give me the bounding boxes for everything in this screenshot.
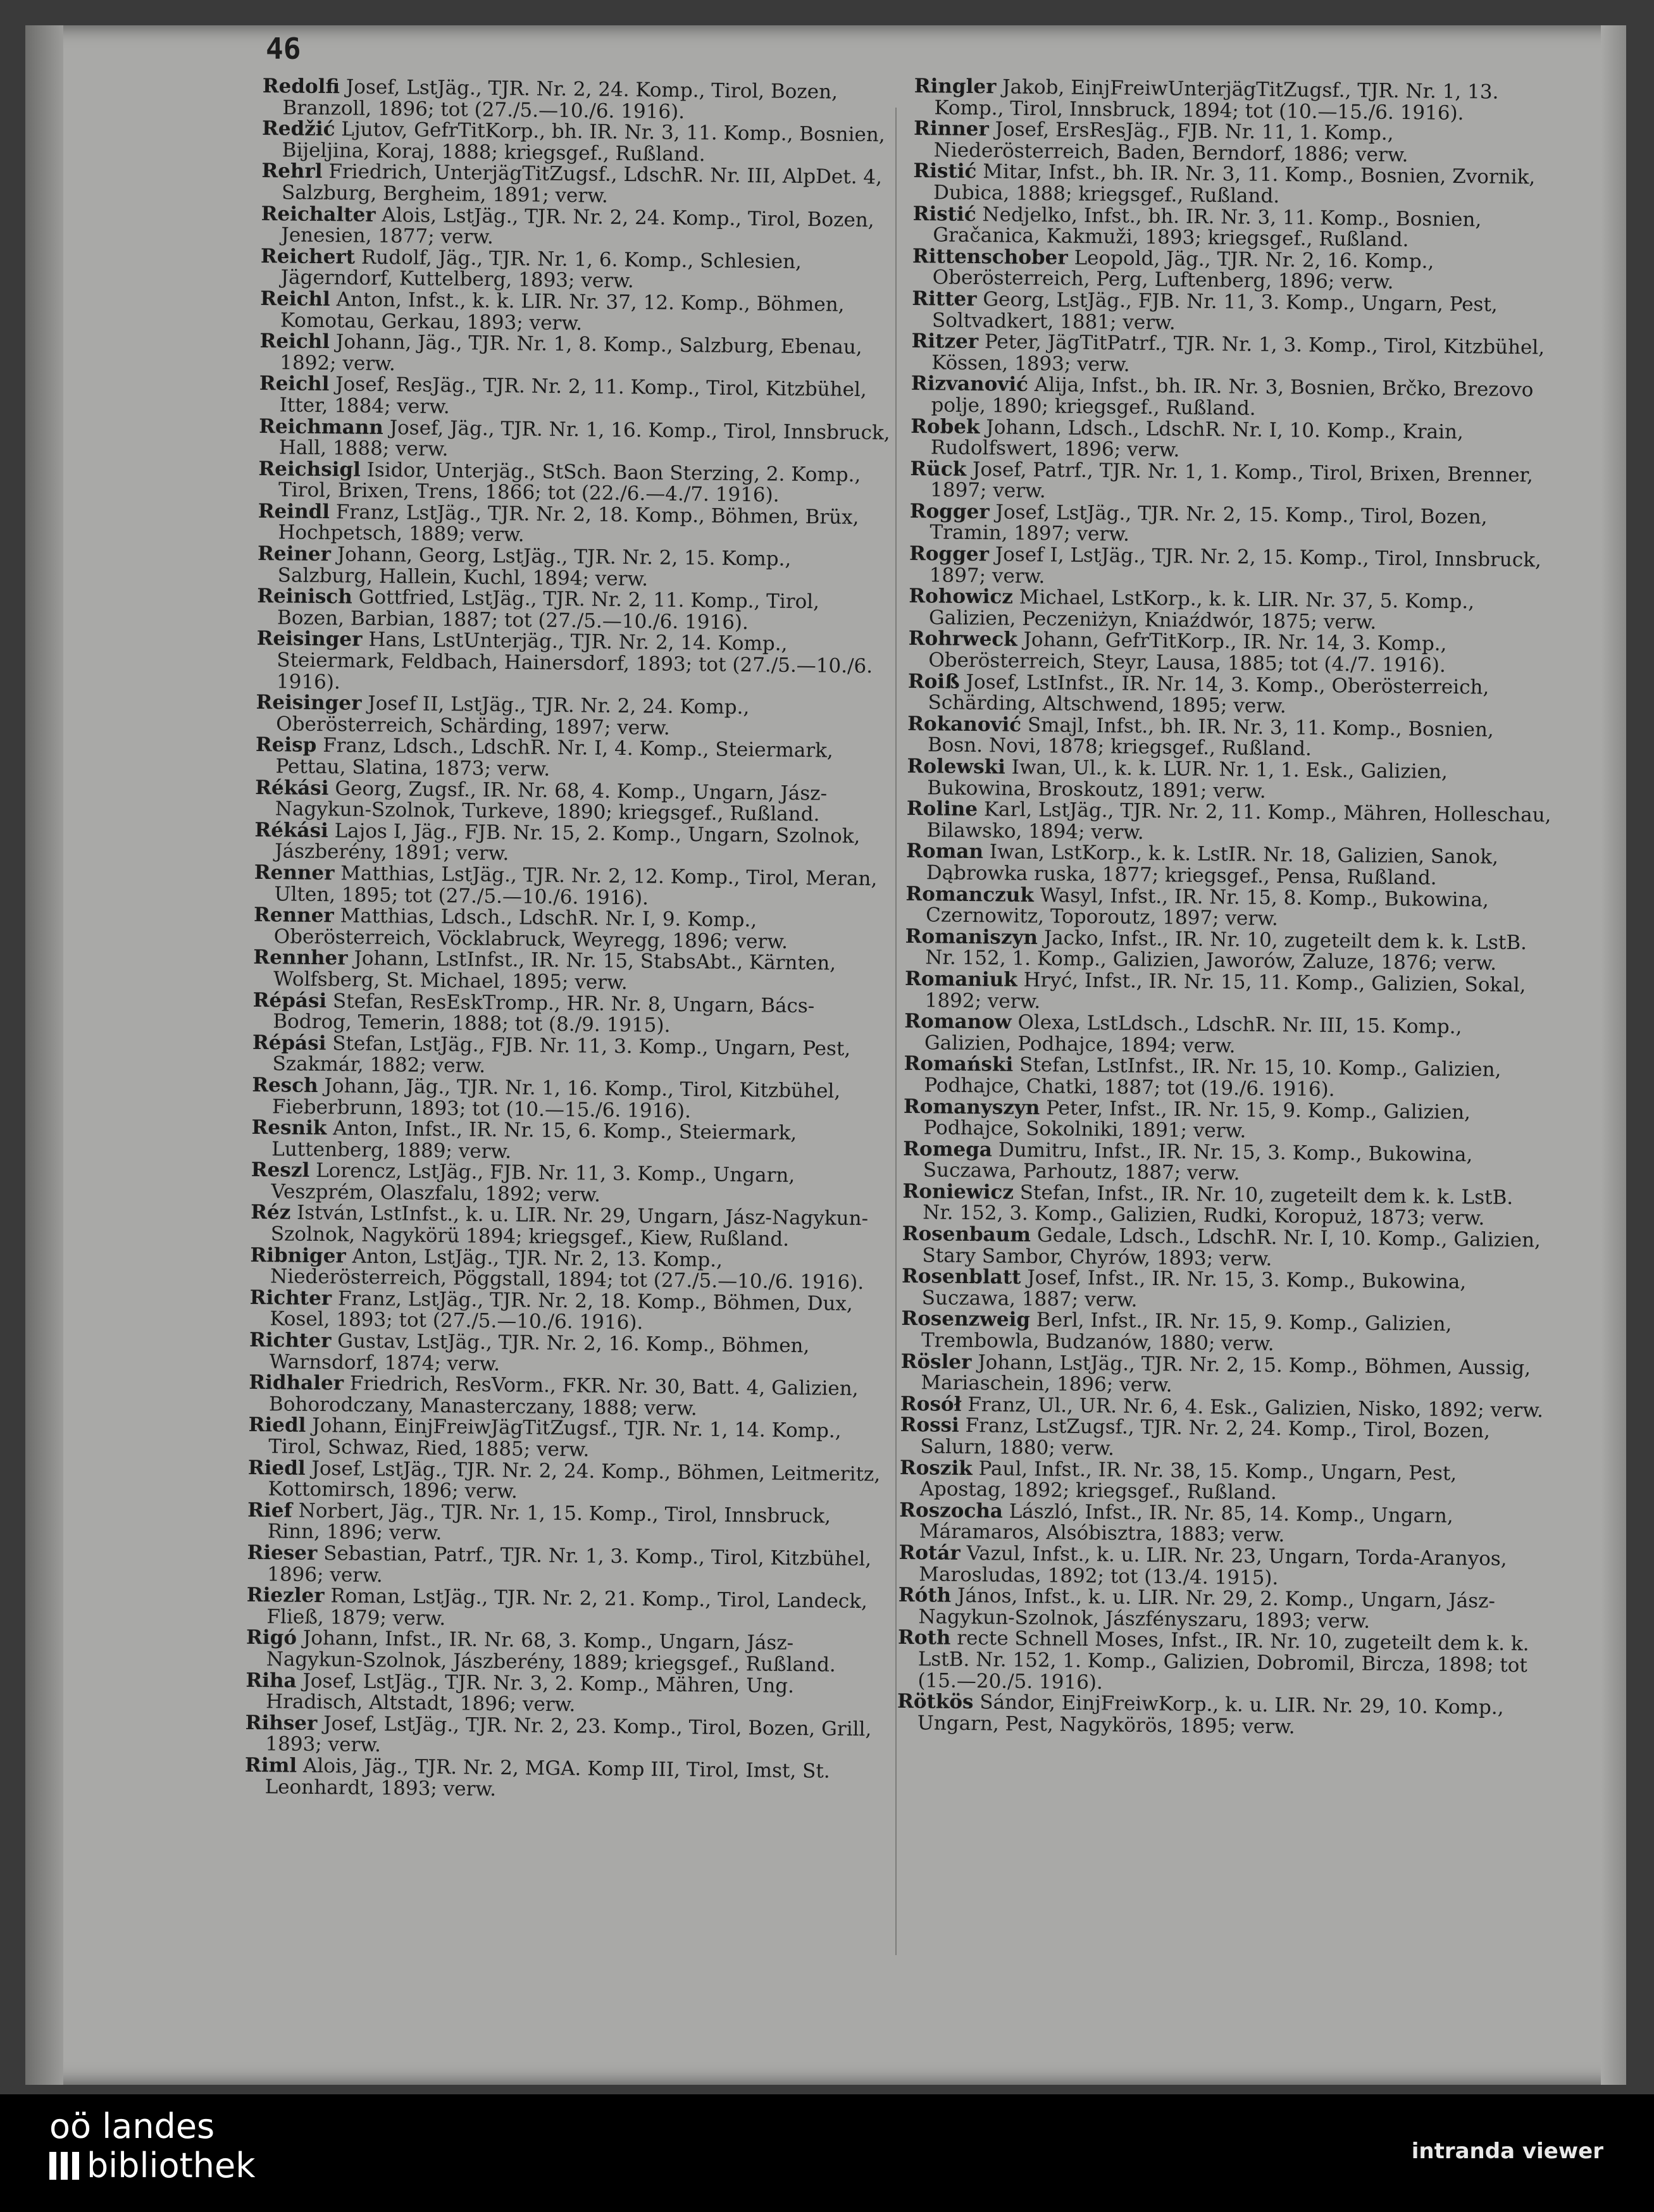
entry-surname: Resnik xyxy=(251,1116,327,1140)
entry-surname: Rittenschober xyxy=(912,244,1068,270)
entry-surname: Reichl xyxy=(259,372,330,396)
entry-surname: Reichert xyxy=(260,244,356,269)
entry-details: Stefan, LstInfst., IR. Nr. 15, 10. Komp., Galizien, Podhajce, Chatki, 1887; tot (19./6. 1916). xyxy=(924,1053,1502,1101)
entry-details: Josef, LstJäg., TJR. Nr. 2, 24. Komp., Tirol, Bozen, Branzoll, 1896; tot (27./5.—10./6. 1916). xyxy=(282,75,838,123)
logo-bars-icon xyxy=(49,2152,79,2180)
entry-surname: Reindl xyxy=(258,499,330,524)
entry-details: Mitar, Infst., bh. IR. Nr. 3, 11. Komp., Bosnien, Zvornik, Dubica, 1888; kriegsgef., Rußland. xyxy=(933,160,1536,208)
entry-surname: Rief xyxy=(247,1498,293,1522)
entry-surname: Roiß xyxy=(907,669,960,693)
entry-details: Alois, LstJäg., TJR. Nr. 2, 24. Komp., Tirol, Bozen, Jenesien, 1877; verw. xyxy=(281,203,874,249)
entry-surname: Romaniuk xyxy=(904,967,1017,991)
entry-details: Wasyl, Infst., IR. Nr. 15, 8. Komp., Bukowina, Czernowitz, Toporoutz, 1897; verw. xyxy=(925,883,1489,931)
entry-details: Nedjelko, Infst., bh. IR. Nr. 3, 11. Komp., Bosnien, Gračanica, Kakmuži, 1893; kriegsgef., Rußland. xyxy=(933,202,1482,252)
entry-details: Johann, EinjFreiwJägTitZugsf., TJR. Nr. 1, 14. Komp., Tirol, Schwaz, Ried, 1885; verw. xyxy=(268,1414,842,1462)
entry-details: Friedrich, ResVorm., FKR. Nr. 30, Batt. 4, Galizien, Bohorodczany, Manasterczany, 1888; verw. xyxy=(268,1372,859,1420)
entry-details: Hans, LstUnterjäg., TJR. Nr. 2, 14. Komp., Steiermark, Feldbach, Hainersdorf, 1893; tot (27./5.—10./6. 1916). xyxy=(276,628,873,693)
entry-details: Stefan, Infst., IR. Nr. 10, zugeteilt dem k. k. LstB. Nr. 152, 3. Komp., Galizien, Rudki, Koropuż, 1873; verw. xyxy=(922,1181,1514,1231)
entry-surname: Riedl xyxy=(248,1414,306,1438)
entry-details: Matthias, Ldsch., LdschR. Nr. I, 9. Komp., Oberösterreich, Vöcklabruck, Weyregg, 1896; verw. xyxy=(273,904,788,954)
entry-surname: Roniewicz xyxy=(902,1179,1014,1204)
entry-surname: Richter xyxy=(249,1328,332,1353)
entry-surname: Rigó xyxy=(246,1626,297,1650)
entry-surname: Romanczuk xyxy=(905,882,1035,907)
entry-details: Anton, Infst., k. k. LIR. Nr. 37, 12. Komp., Böhmen, Komotau, Gerkau, 1893; verw. xyxy=(280,288,845,335)
entry-surname: Reichl xyxy=(259,330,330,354)
entry-details: Jakob, EinjFreiwUnterjägTitZugsf., TJR. Nr. 1, 13. Komp., Tirol, Innsbruck, 1894; tot (10.—15./6. 1916). xyxy=(934,75,1499,125)
logo-line2-wrap xyxy=(49,2146,256,2185)
entry-details: Lorencz, LstJäg., FJB. Nr. 11, 3. Komp., Ungarn, Veszprém, Olaszfalu, 1892; verw. xyxy=(271,1159,795,1207)
entry-details: Olexa, LstLdsch., LdschR. Nr. III, 15. Komp., Galizien, Podhajce, 1894; verw. xyxy=(924,1010,1462,1058)
entry-surname: Robek xyxy=(911,414,980,438)
entry-surname: Rogger xyxy=(909,499,990,524)
entry-details: Anton, LstJäg., TJR. Nr. 2, 13. Komp., Niederösterreich, Pöggstall, 1894; tot (27./5.—10./6. 1916). xyxy=(270,1245,864,1295)
entry-surname: Ribniger xyxy=(250,1243,346,1268)
entry-details: Josef, LstJäg., TJR. Nr. 2, 23. Komp., Tirol, Bozen, Grill, 1893; verw. xyxy=(265,1712,872,1757)
entry-surname: Rizvanović xyxy=(911,372,1029,397)
entry-surname: Rötkös xyxy=(897,1689,974,1714)
entry-details: Georg, Zugsf., IR. Nr. 68, 4. Komp., Ungarn, Jász-Nagykun-Szolnok, Turkeve, 1890; kriegsgef., Rußland. xyxy=(275,776,828,826)
entry-surname: Rékási xyxy=(254,818,328,842)
entry-details: Franz, Ul., UR. Nr. 6, 4. Esk., Galizien, Nisko, 1892; verw. xyxy=(961,1393,1544,1422)
entry-surname: Reichl xyxy=(260,287,330,311)
entry-surname: Róth xyxy=(898,1584,952,1607)
entry-details: Johann, Jäg., TJR. Nr. 1, 16. Komp., Tirol, Kitzbühel, Fieberbrunn, 1893; tot (10.—15./6. 1916). xyxy=(271,1074,841,1122)
entry-surname: Répási xyxy=(252,1031,326,1055)
entry-details: Josef, Jäg., TJR. Nr. 1, 16. Komp., Tirol, Innsbruck, Hall, 1888; verw. xyxy=(278,416,890,461)
library-logo[interactable] xyxy=(49,2107,256,2185)
entry-surname: Rohrweck xyxy=(908,627,1017,652)
left-column xyxy=(245,76,895,1804)
entry-details: Josef, ResJäg., TJR. Nr. 2, 11. Komp., Tirol, Kitzbühel, Itter, 1884; verw. xyxy=(279,373,867,419)
entry-details: Alija, Infst., bh. IR. Nr. 3, Bosnien, Brčko, Brezovo polje, 1890; kriegsgef., Rußland. xyxy=(931,373,1534,420)
entry-details: Ljutov, GefrTitKorp., bh. IR. Nr. 3, 11. Komp., Bosnien, Bijeljina, Koraj, 1888; kriegsgef., Rußland. xyxy=(282,118,885,166)
entry-details: Rudolf, Jäg., TJR. Nr. 1, 6. Komp., Schlesien, Jägerndorf, Kuttelberg, 1893; verw. xyxy=(280,245,802,293)
entry-details: Iwan, LstKorp., k. k. LstIR. Nr. 18, Galizien, Sanok, Dąbrowka ruska, 1877; kriegsgef., Pensa, Rußland. xyxy=(926,840,1499,890)
entry-surname: Resch xyxy=(252,1073,318,1097)
entry-details: Gedale, Ldsch., LdschR. Nr. I, 10. Komp., Galizien, Stary Sambor, Chyrów, 1893; verw. xyxy=(922,1224,1541,1271)
entry-details: Sándor, EinjFreiwKorp., k. u. LIR. Nr. 29, 10. Komp., Ungarn, Pest, Nagykörös, 1895; verw. xyxy=(917,1691,1504,1739)
entry-details: Josef, LstJäg., TJR. Nr. 3, 2. Komp., Mähren, Ung. Hradisch, Altstadt, 1896; verw. xyxy=(265,1669,795,1717)
entry-surname: Roszocha xyxy=(899,1498,1004,1523)
entry-surname: Roth xyxy=(897,1626,951,1650)
entry-details: Isidor, Unterjäg., StSch. Baon Sterzing, 2. Komp., Tirol, Brixen, Trens, 1866; tot (22./6.—4./7. 1916). xyxy=(278,458,861,507)
entry-details: Jacko, Infst., IR. Nr. 10, zugeteilt dem k. k. LstB. Nr. 152, 1. Komp., Galizien, Jaworów, Zaluze, 1876; verw. xyxy=(925,926,1527,976)
entry-details: Josef, Infst., IR. Nr. 15, 3. Komp., Bukowina, Suczawa, 1887; verw. xyxy=(921,1266,1467,1312)
entry-details: István, LstInfst., k. u. LIR. Nr. 29, Ungarn, Jász-Nagykun-Szolnok, Nagykörü 1894; kriegsgef., Kiew, Rußland. xyxy=(270,1202,869,1251)
entry-surname: Répási xyxy=(252,988,327,1012)
entry-details: Iwan, Ul., k. k. LUR. Nr. 1, 1. Esk., Galizien, Bukowina, Broskoutz, 1891; verw. xyxy=(927,755,1448,803)
column-divider xyxy=(895,108,897,1955)
entry-details: Anton, Infst., IR. Nr. 15, 6. Komp., Steiermark, Luttenberg, 1889; verw. xyxy=(271,1117,797,1163)
entry-details: Berl, Infst., IR. Nr. 15, 9. Komp., Galizien, Trembowla, Budzanów, 1880; verw. xyxy=(921,1308,1452,1356)
register-entry xyxy=(897,1691,1543,1741)
entry-surname: Rohowicz xyxy=(909,585,1014,609)
entry-details: recte Schnell Moses, Infst., IR. Nr. 10, zugeteilt dem k. k. LstB. Nr. 152, 1. Komp., Galizien, Dobromil, Bircza, 1898; tot (15.—20./5. 1916). xyxy=(917,1627,1529,1694)
entry-details: Sebastian, Patrf., TJR. Nr. 1, 3. Komp., Tirol, Kitzbühel, 1896; verw. xyxy=(267,1542,872,1587)
entry-surname: Roman xyxy=(905,840,984,864)
entry-details: Gottfried, LstJäg., TJR. Nr. 2, 11. Komp., Tirol, Bozen, Barbian, 1887; tot (27./5.—10./6. 1916). xyxy=(277,585,820,634)
entry-surname: Rösler xyxy=(900,1350,972,1374)
entry-surname: Riedl xyxy=(247,1456,306,1480)
entry-surname: Ringler xyxy=(914,75,997,99)
entry-surname: Romanow xyxy=(904,1010,1012,1034)
entry-surname: Roszik xyxy=(899,1456,973,1480)
entry-surname: Rosenblatt xyxy=(901,1265,1021,1289)
entry-details: Josef, LstJäg., TJR. Nr. 2, 15. Komp., Tirol, Bozen, Tramin, 1897; verw. xyxy=(930,500,1488,547)
entry-details: Stefan, LstJäg., FJB. Nr. 11, 3. Komp., Ungarn, Pest, Szakmár, 1882; verw. xyxy=(272,1031,851,1078)
entry-surname: Rolewski xyxy=(907,754,1006,779)
entry-details: Norbert, Jäg., TJR. Nr. 1, 15. Komp., Tirol, Innsbruck, Rinn, 1896; verw. xyxy=(267,1499,831,1545)
entry-surname: Reichmann xyxy=(259,414,384,439)
entry-surname: Redolfi xyxy=(262,75,340,99)
entry-details: Peter, JägTitPatrf., TJR. Nr. 1, 3. Komp., Tirol, Kitzbühel, Kössen, 1893; verw. xyxy=(931,330,1545,376)
entry-details: Johann, Georg, LstJäg., TJR. Nr. 2, 15. Komp., Salzburg, Hallein, Kuchl, 1894; verw. xyxy=(277,543,792,591)
entry-surname: Riha xyxy=(246,1668,297,1693)
entry-details: Georg, LstJäg., FJB. Nr. 11, 3. Komp., Ungarn, Pest, Soltvadkert, 1881; verw. xyxy=(931,287,1498,334)
entry-details: Josef, Patrf., TJR. Nr. 1, 1. Komp., Tirol, Brixen, Brenner, 1897; verw. xyxy=(930,457,1533,503)
entry-details: Smajl, Infst., bh. IR. Nr. 3, 11. Komp., Bosnien, Bosn. Novi, 1878; kriegsgef., Rußland. xyxy=(927,713,1494,761)
entry-surname: Rennher xyxy=(253,946,348,970)
entry-details: Franz, LstJäg., TJR. Nr. 2, 18. Komp., Böhmen, Dux, Kosel, 1893; tot (27./5.—10./6. 1916). xyxy=(270,1287,853,1334)
entry-surname: Romaniszyn xyxy=(905,924,1038,949)
entry-details: Josef I, LstJäg., TJR. Nr. 2, 15. Komp., Tirol, Innsbruck, 1897; verw. xyxy=(929,543,1542,588)
entry-details: Alois, Jäg., TJR. Nr. 2, MGA. Komp III, Tirol, Imst, St. Leonhardt, 1893; verw. xyxy=(264,1754,830,1801)
entry-surname: Reisinger xyxy=(256,691,362,715)
entry-details: Franz, Ldsch., LdschR. Nr. I, 4. Komp., Steiermark, Pettau, Slatina, 1873; verw. xyxy=(275,734,833,781)
entry-details: Gustav, LstJäg., TJR. Nr. 2, 16. Komp., Böhmen, Warnsdorf, 1874; verw. xyxy=(269,1329,810,1376)
entry-details: Stefan, ResEskTromp., HR. Nr. 8, Ungarn, Bács-Bodrog, Temerin, 1888; tot (8./9. 1915). xyxy=(273,989,815,1037)
entry-surname: Rékási xyxy=(255,776,329,800)
entry-surname: Reisp xyxy=(255,733,317,757)
entry-details: Josef, LstJäg., TJR. Nr. 2, 24. Komp., Böhmen, Leitmeritz, Kottomirsch, 1896; verw. xyxy=(268,1457,881,1503)
entry-surname: Rihser xyxy=(245,1711,318,1735)
entry-details: Michael, LstKorp., k. k. LIR. Nr. 37, 5. Komp., Galizien, Peczeniżyn, Kniaźdwór, 1875; verw. xyxy=(928,585,1475,634)
entry-details: Johann, LstInfst., IR. Nr. 15, StabsAbt., Kärnten, Wolfsberg, St. Michael, 1895; verw. xyxy=(273,947,836,995)
entry-surname: Renner xyxy=(253,904,334,928)
entry-details: Johann, LstJäg., TJR. Nr. 2, 15. Komp., Böhmen, Aussig, Mariaschein, 1896; verw. xyxy=(921,1350,1531,1397)
entry-surname: Rogger xyxy=(909,542,990,566)
entry-details: Josef II, LstJäg., TJR. Nr. 2, 24. Komp., Oberösterreich, Schärding, 1897; verw. xyxy=(276,692,750,740)
entry-surname: Reinisch xyxy=(257,585,353,609)
entry-details: Vazul, Infst., k. u. LIR. Nr. 23, Ungarn, Torda-Aranyos, Marosludas, 1892; tot (13./4. 1915). xyxy=(919,1541,1507,1589)
logo-line2: bibliothek xyxy=(87,2146,256,2185)
entry-details: Leopold, Jäg., TJR. Nr. 2, 16. Komp., Oberösterreich, Perg, Luftenberg, 1896; verw. xyxy=(932,246,1434,294)
entry-details: Hryć, Infst., IR. Nr. 15, 11. Komp., Galizien, Sokal, 1892; verw. xyxy=(924,968,1526,1013)
entry-details: Franz, LstJäg., TJR. Nr. 2, 18. Komp., Böhmen, Brüx, Hochpetsch, 1889; verw. xyxy=(278,500,859,547)
entry-details: László, Infst., IR. Nr. 85, 14. Komp., Ungarn, Máramaros, Alsóbisztra, 1883; verw. xyxy=(919,1500,1453,1547)
entry-details: Johann, Infst., IR. Nr. 68, 3. Komp., Ungarn, Jász-Nagykun-Szolnok, Jászberény, 1889; kriegsgef., Rußland. xyxy=(266,1627,836,1677)
entry-surname: Riezler xyxy=(246,1584,325,1608)
entry-surname: Ridhaler xyxy=(249,1371,344,1395)
entry-surname: Ristić xyxy=(913,159,977,183)
entry-surname: Rehrl xyxy=(261,159,323,183)
entry-surname: Ritter xyxy=(912,287,977,311)
entry-surname: Rinner xyxy=(913,117,989,141)
entry-surname: Romanyszyn xyxy=(903,1095,1040,1119)
entry-surname: Reiner xyxy=(257,542,332,566)
entry-surname: Rosół xyxy=(900,1392,962,1416)
entry-details: Matthias, LstJäg., TJR. Nr. 2, 12. Komp., Tirol, Meran, Ulten, 1895; tot (27./5.—10./6. 1916). xyxy=(274,862,878,910)
entry-surname: Ritzer xyxy=(911,330,979,354)
page-left-edge xyxy=(25,25,63,2085)
page-number: 46 xyxy=(266,32,301,66)
entry-details: Peter, Infst., IR. Nr. 15, 9. Komp., Galizien, Podhajce, Sokolniki, 1891; verw. xyxy=(923,1096,1471,1143)
entry-surname: Renner xyxy=(254,861,335,885)
entry-surname: Rück xyxy=(910,457,967,481)
entry-surname: Rieser xyxy=(247,1541,318,1565)
entry-details: Karl, LstJäg., TJR. Nr. 2, 11. Komp., Mähren, Holleschau, Bilawsko, 1894; verw. xyxy=(926,798,1551,844)
entry-surname: Riml xyxy=(244,1753,297,1777)
register-entry xyxy=(897,1627,1543,1698)
entry-surname: Rokanović xyxy=(907,712,1022,736)
entry-details: Johann, Ldsch., LdschR. Nr. I, 10. Komp., Krain, Rudolfswert, 1896; verw. xyxy=(930,415,1464,462)
entry-details: Paul, Infst., IR. Nr. 38, 15. Komp., Ungarn, Pest, Apostag, 1892; kriegsgef., Rußland. xyxy=(919,1457,1457,1505)
right-column xyxy=(897,76,1560,1741)
entry-surname: Reichalter xyxy=(261,202,376,227)
entry-details: Josef, LstInfst., IR. Nr. 14, 3. Komp., Oberösterreich, Schärding, Altschwend, 1895; verw. xyxy=(928,670,1489,718)
entry-surname: Ristić xyxy=(912,202,976,226)
entry-surname: Réz xyxy=(250,1201,291,1225)
register-entry xyxy=(245,1755,878,1805)
entry-details: Johann, Jäg., TJR. Nr. 1, 8. Komp., Salzburg, Ebenau, 1892; verw. xyxy=(280,330,862,375)
entry-surname: Redžić xyxy=(261,117,335,141)
entry-surname: Romański xyxy=(904,1052,1014,1077)
entry-surname: Rotár xyxy=(899,1541,961,1565)
entry-surname: Reszl xyxy=(251,1159,310,1183)
entry-surname: Romega xyxy=(903,1137,993,1162)
entry-surname: Reisinger xyxy=(256,627,363,652)
entry-surname: Rossi xyxy=(900,1414,959,1438)
register-entry xyxy=(256,628,890,699)
entry-surname: Rosenbaum xyxy=(902,1222,1031,1247)
entry-surname: Rosenzweig xyxy=(901,1307,1031,1332)
entry-details: Johann, GefrTitKorp., IR. Nr. 14, 3. Komp., Oberösterreich, Steyr, Lausa, 1885; tot (4./7. 1916). xyxy=(928,628,1447,677)
entry-details: János, Infst., k. u. LIR. Nr. 29, 2. Komp., Ungarn, Jász-Nagykun-Szolnok, Jászfényszaru, 1893; verw. xyxy=(918,1584,1496,1633)
entry-details: Josef, ErsResJäg., FJB. Nr. 11, 1. Komp., Niederösterreich, Baden, Berndorf, 1886; verw. xyxy=(933,118,1408,166)
entry-details: Roman, LstJäg., TJR. Nr. 2, 21. Komp., Tirol, Landeck, Fließ, 1879; verw. xyxy=(266,1584,868,1630)
logo-line1: oö landes xyxy=(49,2106,215,2146)
entry-details: Franz, LstZugsf., TJR. Nr. 2, 24. Komp., Tirol, Bozen, Salurn, 1880; verw. xyxy=(920,1414,1491,1460)
entry-details: Dumitru, Infst., IR. Nr. 15, 3. Komp., Bukowina, Suczawa, Parhoutz, 1887; verw. xyxy=(923,1138,1473,1185)
entry-surname: Roline xyxy=(906,797,978,821)
entry-details: Friedrich, UnterjägTitZugsf., LdschR. Nr. III, AlpDet. 4, Salzburg, Bergheim, 1891; verw. xyxy=(281,160,883,208)
entry-surname: Reichsigl xyxy=(258,457,361,482)
viewer-label: intranda viewer xyxy=(1411,2139,1603,2164)
entry-surname: Richter xyxy=(249,1286,332,1310)
entry-details: Lajos I, Jäg., FJB. Nr. 15, 2. Komp., Ungarn, Szolnok, Jászberény, 1891; verw. xyxy=(274,819,861,866)
page-right-edge xyxy=(1601,25,1626,2085)
